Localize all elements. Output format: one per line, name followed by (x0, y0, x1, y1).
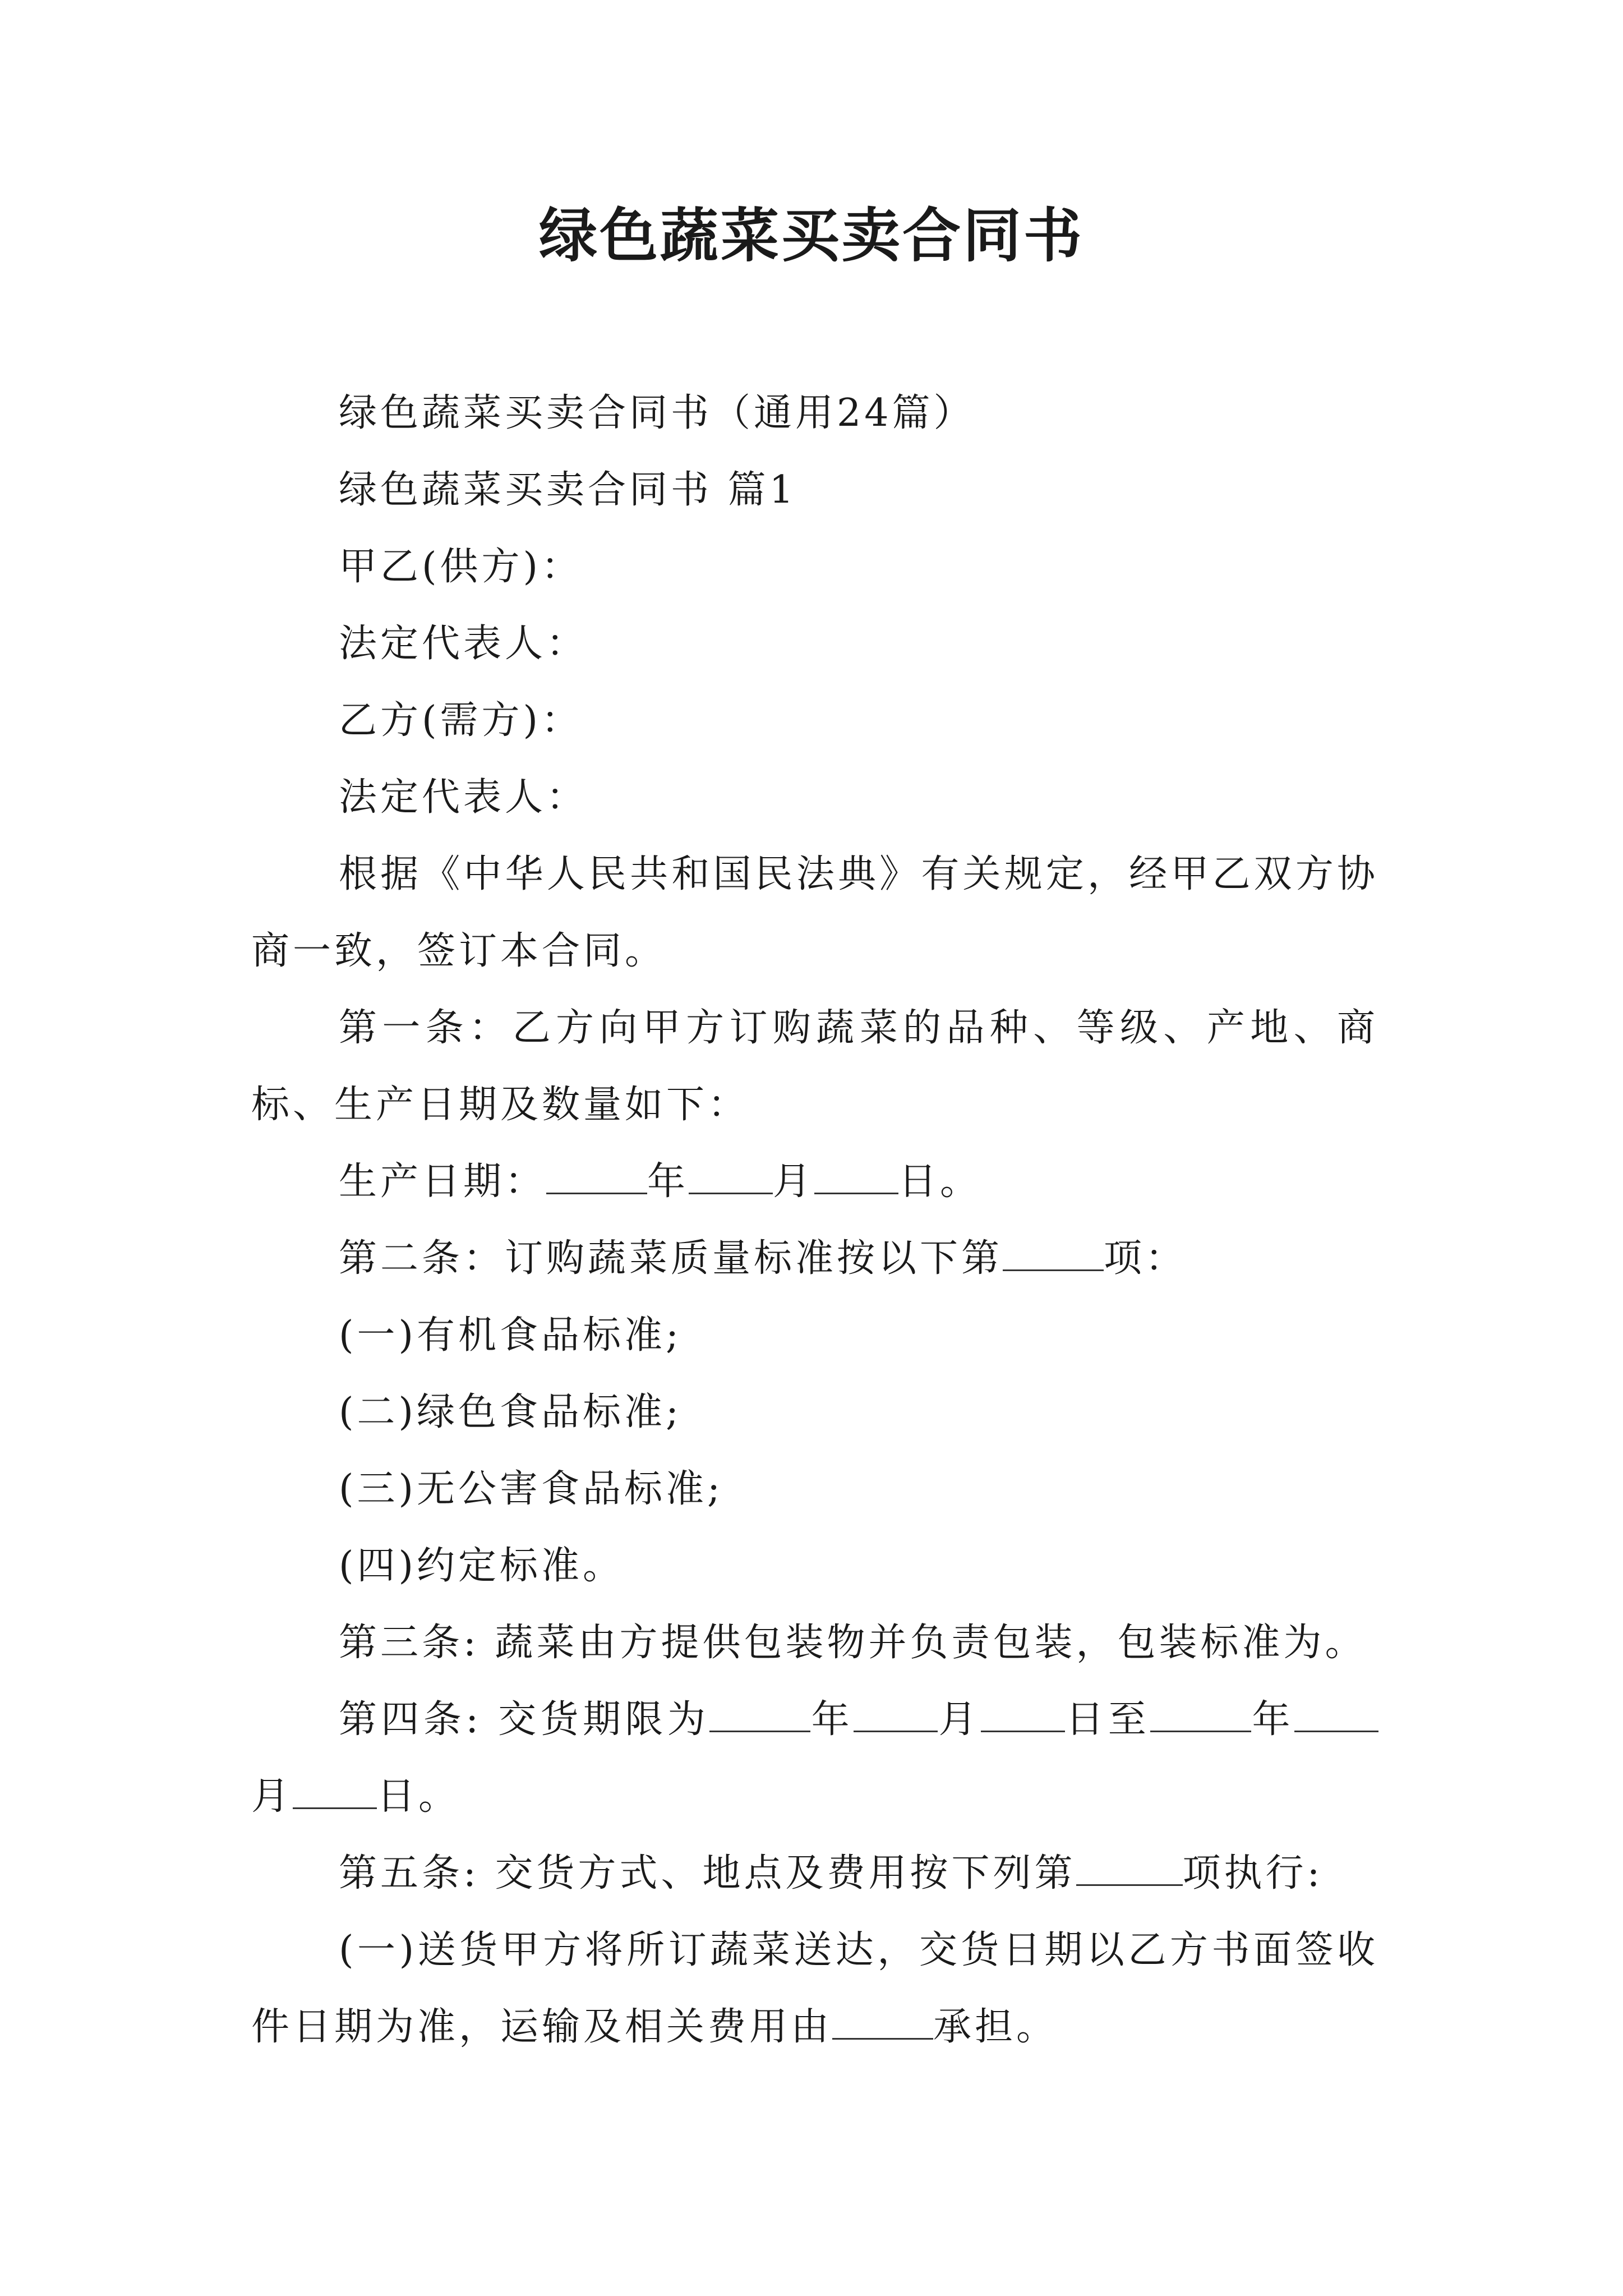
paragraph-party-a-representative: 法定代表人： (339, 622, 588, 666)
production-date-label: 生产日期： (339, 1159, 547, 1204)
year-label: 年 (810, 1697, 854, 1742)
paragraph-party-b: 乙方(需方)： (339, 698, 583, 743)
day-label: 日至 (1064, 1697, 1151, 1742)
paragraph-article-4 (251, 1681, 1378, 1835)
blank-field (689, 1160, 773, 1194)
article-2-tail: 项： (1104, 1236, 1187, 1281)
blank-field (1294, 1698, 1378, 1732)
document-body (251, 375, 1378, 2065)
list-item-organic: (一)有机食品标准; (339, 1313, 682, 1358)
article-5-text: 第五条: 交货方式、地点及费用按下列第 (339, 1851, 1076, 1895)
delivery-option-1-text: (一)送货甲方将所订蔬菜送达，交货日期以乙方书面签收件日期为准，运输及相关费用由 (251, 1928, 1378, 2049)
paragraph-subtitle: 绿色蔬菜买卖合同书（通用24篇） (339, 391, 975, 435)
paragraph-preamble: 根据《中华人民共和国民法典》有关规定，经甲乙双方协商一致，签订本合同。 (251, 852, 1378, 973)
list-item-pollution-free: (三)无公害食品标准; (339, 1467, 723, 1511)
paragraph-section-heading: 绿色蔬菜买卖合同书 篇1 (339, 468, 797, 512)
paragraph-production-date (251, 1143, 1378, 1220)
list-item-green: (二)绿色食品标准; (339, 1390, 682, 1434)
month-label: 月 (251, 1774, 293, 1819)
paragraph-delivery-option-1 (251, 1912, 1378, 2065)
day-label: 日。 (898, 1159, 982, 1204)
blank-field (832, 2005, 933, 2040)
paragraph-article-5 (251, 1835, 1378, 1912)
blank-field (814, 1160, 898, 1194)
article-2-text: 第二条：订购蔬菜质量标准按以下第 (339, 1236, 1003, 1281)
paragraph-article-2 (251, 1220, 1378, 1297)
blank-field (981, 1698, 1065, 1732)
article-5-tail: 项执行: (1182, 1851, 1324, 1895)
paragraph-article-1: 第一条：乙方向甲方订购蔬菜的品种、等级、产地、商标、生产日期及数量如下： (251, 1006, 1378, 1127)
paragraph-party-b-representative: 法定代表人： (339, 775, 588, 820)
paragraph-article-3: 第三条: 蔬菜由方提供包装物并负责包装，包装标准为。 (339, 1621, 1367, 1665)
paragraph-party-a: 甲乙(供方)： (339, 545, 583, 589)
year-label: 年 (647, 1159, 689, 1204)
article-4-text: 第四条: 交货期限为 (339, 1697, 710, 1742)
month-label: 月 (938, 1697, 981, 1742)
blank-field (709, 1698, 810, 1732)
blank-field (854, 1698, 938, 1732)
blank-field (293, 1775, 377, 1809)
blank-field (1150, 1698, 1251, 1732)
day-label: 日。 (377, 1774, 460, 1819)
list-item-agreed: (四)约定标准。 (339, 1544, 625, 1588)
blank-field (1076, 1852, 1183, 1886)
blank-field (546, 1160, 647, 1194)
blank-field (1003, 1237, 1104, 1271)
year-label: 年 (1251, 1697, 1294, 1742)
document-title: 绿色蔬菜买卖合同书 (538, 201, 1084, 270)
delivery-option-1-tail: 承担。 (933, 2005, 1058, 2049)
month-label: 月 (773, 1159, 815, 1204)
